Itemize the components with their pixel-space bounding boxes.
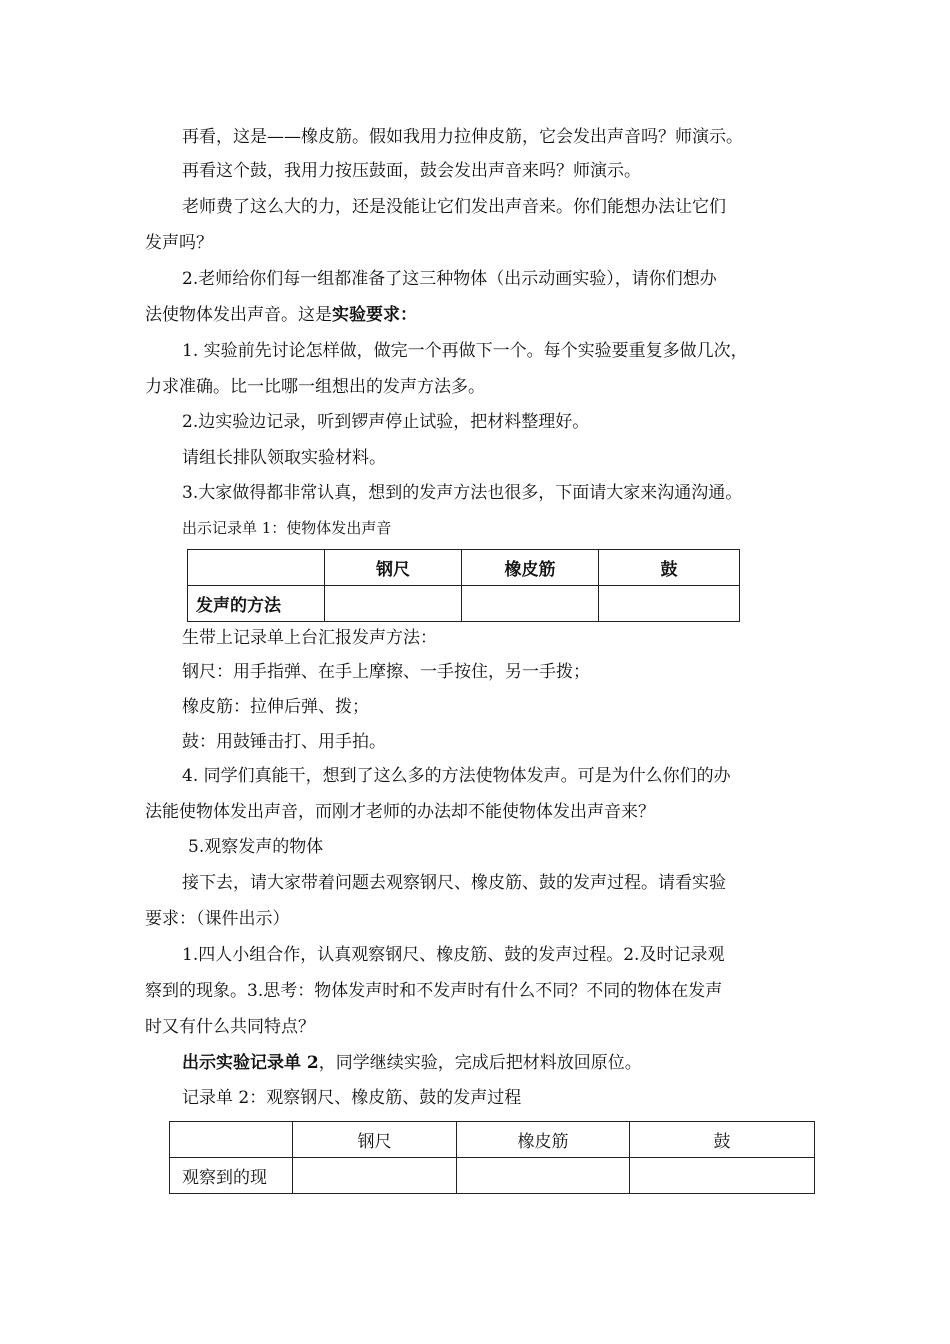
paragraph: 鼓：用鼓锤击打、用手拍。 — [182, 732, 386, 752]
table-header-cell: 橡皮筋 — [457, 1122, 630, 1158]
table-caption: 出示记录单 1：使物体发出声音 — [182, 519, 392, 537]
paragraph: 法能使物体发出声音，而刚才老师的办法却不能使物体发出声音来？ — [145, 802, 655, 822]
record-table-2 — [169, 1121, 815, 1194]
paragraph: 要求：（课件出示） — [145, 909, 290, 929]
table-cell — [462, 586, 599, 622]
table-cell — [630, 1158, 815, 1194]
paragraph — [145, 304, 417, 326]
table-cell — [325, 586, 462, 622]
paragraph: 再看这个鼓，我用力按压鼓面，鼓会发出声音来吗？师演示。 — [182, 161, 641, 181]
bold-heading: 实验要求： — [332, 305, 417, 325]
table-header-cell — [170, 1122, 293, 1158]
paragraph: 橡皮筋：拉伸后弹、拨； — [182, 697, 369, 717]
table-row-label: 观察到的现 — [170, 1158, 293, 1194]
paragraph: 2.边实验边记录，听到锣声停止试验，把材料整理好。 — [182, 412, 590, 432]
record-table-1 — [187, 549, 740, 622]
table-header-cell — [188, 550, 325, 586]
table-header-cell: 橡皮筋 — [462, 550, 599, 586]
paragraph: 力求准确。比一比哪一组想出的发声方法多。 — [145, 377, 485, 397]
table-row-label: 发声的方法 — [188, 586, 325, 622]
paragraph: 察到的现象。3.思考：物体发声时和不发声时有什么不同？不同的物体在发声 — [145, 981, 723, 1001]
paragraph: 请组长排队领取实验材料。 — [182, 448, 386, 468]
paragraph-text: ，同学继续实验，完成后把材料放回原位。 — [318, 1053, 642, 1073]
table-header-cell: 鼓 — [630, 1122, 815, 1158]
paragraph: 发声吗？ — [145, 233, 213, 253]
paragraph: 1.四人小组合作，认真观察钢尺、橡皮筋、鼓的发声过程。2.及时记录观 — [182, 945, 725, 965]
table-caption: 记录单 2：观察钢尺、橡皮筋、鼓的发声过程 — [182, 1088, 522, 1108]
bold-text: 出示实验记录单 2 — [182, 1053, 319, 1073]
table-header-cell: 钢尺 — [325, 550, 462, 586]
paragraph: 老师费了这么大的力，还是没能让它们发出声音来。你们能想办法让它们 — [182, 197, 726, 217]
paragraph: 2.老师给你们每一组都准备了这三种物体（出示动画实验），请你们想办 — [182, 269, 717, 289]
section-heading: 5.观察发声的物体 — [188, 837, 324, 857]
paragraph-text: 法使物体发出声音。这是 — [145, 305, 332, 325]
paragraph: 接下去，请大家带着问题去观察钢尺、橡皮筋、鼓的发声过程。请看实验 — [182, 873, 726, 893]
table-cell — [457, 1158, 630, 1194]
paragraph: 4. 同学们真能干，想到了这么多的方法使物体发声。可是为什么你们的办 — [182, 766, 731, 786]
table-header-cell: 鼓 — [599, 550, 740, 586]
paragraph: 生带上记录单上台汇报发声方法： — [182, 628, 437, 648]
paragraph: 1. 实验前先讨论怎样做，做完一个再做下一个。每个实验要重复多做几次， — [182, 341, 748, 361]
paragraph: 时又有什么共同特点？ — [145, 1017, 315, 1037]
paragraph — [182, 1052, 642, 1074]
paragraph: 3.大家做得都非常认真，想到的发声方法也很多，下面请大家来沟通沟通。 — [182, 483, 743, 503]
table-cell — [293, 1158, 457, 1194]
paragraph: 再看，这是——橡皮筋。假如我用力拉伸皮筋，它会发出声音吗？师演示。 — [182, 127, 743, 147]
paragraph: 钢尺：用手指弹、在手上摩擦、一手按住，另一手拨； — [182, 662, 590, 682]
table-cell — [599, 586, 740, 622]
table-header-cell: 钢尺 — [293, 1122, 457, 1158]
